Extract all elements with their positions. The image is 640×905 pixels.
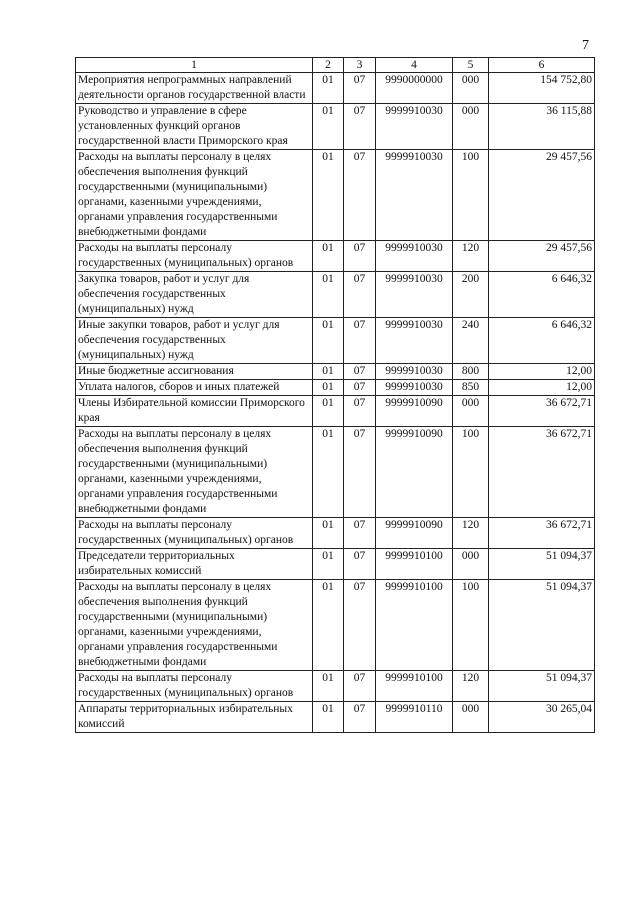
row-amount: 51 094,37 (489, 671, 595, 702)
row-subsection-code: 07 (344, 104, 376, 150)
row-amount: 6 646,32 (489, 318, 595, 364)
row-amount: 36 672,71 (489, 518, 595, 549)
row-section-code: 01 (313, 580, 344, 671)
row-amount: 29 457,56 (489, 150, 595, 241)
row-target-article-code: 9999910090 (376, 396, 453, 427)
page-number: 7 (582, 38, 589, 53)
header-row (76, 58, 595, 73)
row-section-code: 01 (313, 427, 344, 518)
row-amount: 29 457,56 (489, 241, 595, 272)
row-expense-type-code: 100 (453, 580, 489, 671)
row-amount: 51 094,37 (489, 580, 595, 671)
row-subsection-code: 07 (344, 518, 376, 549)
header-col-1: 1 (76, 58, 313, 73)
header-col-5: 5 (453, 58, 489, 73)
row-subsection-code: 07 (344, 272, 376, 318)
row-target-article-code: 9999910030 (376, 241, 453, 272)
row-name-cell: Расходы на выплаты персоналу государственных (муниципальных) органов (76, 241, 313, 272)
table-row (76, 580, 595, 671)
table-row (76, 427, 595, 518)
row-target-article-code: 9990000000 (376, 73, 453, 104)
row-section-code: 01 (313, 73, 344, 104)
row-section-code: 01 (313, 241, 344, 272)
row-section-code: 01 (313, 702, 344, 733)
row-amount: 6 646,32 (489, 272, 595, 318)
table-row (76, 671, 595, 702)
row-section-code: 01 (313, 518, 344, 549)
row-amount: 36 115,88 (489, 104, 595, 150)
table-row (76, 396, 595, 427)
row-subsection-code: 07 (344, 380, 376, 396)
row-target-article-code: 9999910030 (376, 380, 453, 396)
row-target-article-code: 9999910100 (376, 580, 453, 671)
row-target-article-code: 9999910100 (376, 671, 453, 702)
row-target-article-code: 9999910030 (376, 272, 453, 318)
row-expense-type-code: 850 (453, 380, 489, 396)
row-name-cell: Аппараты территориальных избирательных комиссий (76, 702, 313, 733)
row-section-code: 01 (313, 671, 344, 702)
row-target-article-code: 9999910030 (376, 150, 453, 241)
row-section-code: 01 (313, 364, 344, 380)
row-name-cell: Мероприятия непрограммных направлений деятельности органов государственной власти (76, 73, 313, 104)
row-expense-type-code: 000 (453, 73, 489, 104)
row-expense-type-code: 120 (453, 241, 489, 272)
row-expense-type-code: 120 (453, 518, 489, 549)
row-expense-type-code: 100 (453, 150, 489, 241)
table-row (76, 518, 595, 549)
row-section-code: 01 (313, 380, 344, 396)
row-expense-type-code: 120 (453, 671, 489, 702)
row-expense-type-code: 800 (453, 364, 489, 380)
row-subsection-code: 07 (344, 73, 376, 104)
row-expense-type-code: 000 (453, 104, 489, 150)
row-amount: 154 752,80 (489, 73, 595, 104)
row-amount: 12,00 (489, 364, 595, 380)
table-row (76, 702, 595, 733)
header-col-4: 4 (376, 58, 453, 73)
row-subsection-code: 07 (344, 150, 376, 241)
row-name-cell: Иные бюджетные ассигнования (76, 364, 313, 380)
table-row (76, 318, 595, 364)
row-target-article-code: 9999910030 (376, 104, 453, 150)
row-subsection-code: 07 (344, 241, 376, 272)
budget-table (75, 57, 595, 733)
row-name-cell: Иные закупки товаров, работ и услуг для обеспечения государственных (муниципальных) нужд (76, 318, 313, 364)
row-target-article-code: 9999910090 (376, 518, 453, 549)
table-row (76, 241, 595, 272)
row-name-cell: Расходы на выплаты персоналу государственных (муниципальных) органов (76, 671, 313, 702)
row-target-article-code: 9999910110 (376, 702, 453, 733)
row-target-article-code: 9999910030 (376, 318, 453, 364)
row-name-cell: Расходы на выплаты персоналу в целях обеспечения выполнения функций государственными (муниципальными) органами, казенными учреждениями, органами управления государственными внебюджетными фондами (76, 580, 313, 671)
row-subsection-code: 07 (344, 702, 376, 733)
row-amount: 12,00 (489, 380, 595, 396)
row-amount: 30 265,04 (489, 702, 595, 733)
row-name-cell: Уплата налогов, сборов и иных платежей (76, 380, 313, 396)
row-section-code: 01 (313, 272, 344, 318)
row-name-cell: Расходы на выплаты персоналу в целях обеспечения выполнения функций государственными (муниципальными) органами, казенными учреждениями, органами управления государственными внебюджетными фондами (76, 427, 313, 518)
row-expense-type-code: 000 (453, 396, 489, 427)
row-expense-type-code: 000 (453, 549, 489, 580)
table-row (76, 150, 595, 241)
row-name-cell: Члены Избирательной комиссии Приморского края (76, 396, 313, 427)
row-amount: 51 094,37 (489, 549, 595, 580)
row-expense-type-code: 200 (453, 272, 489, 318)
row-section-code: 01 (313, 396, 344, 427)
row-name-cell: Расходы на выплаты персоналу государственных (муниципальных) органов (76, 518, 313, 549)
row-amount: 36 672,71 (489, 427, 595, 518)
row-amount: 36 672,71 (489, 396, 595, 427)
row-name-cell: Закупка товаров, работ и услуг для обеспечения государственных (муниципальных) нужд (76, 272, 313, 318)
row-target-article-code: 9999910090 (376, 427, 453, 518)
row-expense-type-code: 100 (453, 427, 489, 518)
table-row (76, 380, 595, 396)
row-subsection-code: 07 (344, 671, 376, 702)
table-row (76, 104, 595, 150)
table-row (76, 549, 595, 580)
row-target-article-code: 9999910030 (376, 364, 453, 380)
row-subsection-code: 07 (344, 364, 376, 380)
row-name-cell: Председатели территориальных избирательных комиссий (76, 549, 313, 580)
row-section-code: 01 (313, 104, 344, 150)
row-subsection-code: 07 (344, 580, 376, 671)
row-section-code: 01 (313, 318, 344, 364)
table-row (76, 364, 595, 380)
header-col-6: 6 (489, 58, 595, 73)
row-subsection-code: 07 (344, 427, 376, 518)
header-col-2: 2 (313, 58, 344, 73)
row-expense-type-code: 000 (453, 702, 489, 733)
row-section-code: 01 (313, 549, 344, 580)
row-section-code: 01 (313, 150, 344, 241)
table-row (76, 73, 595, 104)
row-name-cell: Руководство и управление в сфере установленных функций органов государственной власти Приморского края (76, 104, 313, 150)
row-expense-type-code: 240 (453, 318, 489, 364)
row-subsection-code: 07 (344, 396, 376, 427)
row-target-article-code: 9999910100 (376, 549, 453, 580)
header-col-3: 3 (344, 58, 376, 73)
table-row (76, 272, 595, 318)
row-name-cell: Расходы на выплаты персоналу в целях обеспечения выполнения функций государственными (муниципальными) органами, казенными учреждениями, органами управления государственными внебюджетными фондами (76, 150, 313, 241)
row-subsection-code: 07 (344, 549, 376, 580)
row-subsection-code: 07 (344, 318, 376, 364)
